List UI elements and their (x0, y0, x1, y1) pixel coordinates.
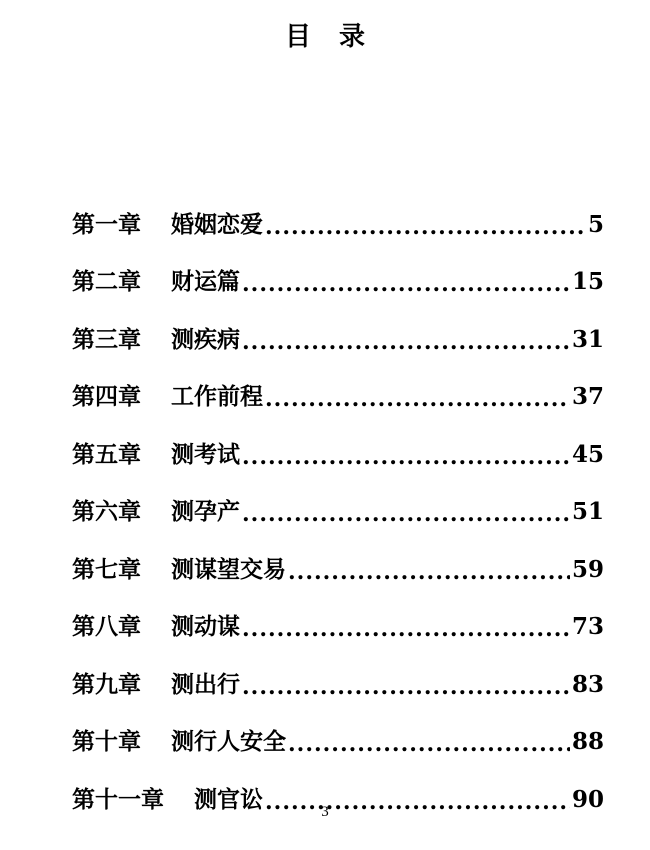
toc-chapter-name: 测行人安全 (171, 729, 286, 755)
toc-chapter-name: 测疾病 (171, 326, 240, 353)
toc-dot-leader (242, 501, 570, 527)
toc-chapter-name: 婚姻恋爱 (171, 211, 263, 238)
page-number-footer: 3 (321, 804, 329, 820)
toc-page-number: 90 (571, 785, 604, 813)
toc-page-number: 31 (571, 325, 604, 353)
toc-chapter-name: 测出行 (171, 671, 240, 698)
toc-page-number: 5 (587, 210, 604, 238)
toc-entry-1[interactable] (72, 190, 604, 248)
toc-dot-leader (242, 329, 570, 355)
toc-dot-leader (242, 271, 570, 297)
page-title: 目录 (284, 22, 393, 52)
toc-chapter-label: 第九章 (72, 671, 141, 698)
toc-chapter-label: 第五章 (72, 441, 141, 468)
toc-entry-9[interactable] (72, 650, 604, 708)
toc-entry-4[interactable] (72, 363, 604, 421)
toc-entry-5[interactable] (72, 420, 604, 478)
toc-page-number: 45 (571, 440, 604, 468)
toc-page-number: 15 (571, 268, 604, 295)
toc-dot-leader (265, 214, 586, 240)
toc-chapter-label: 第七章 (72, 556, 141, 583)
toc-chapter-label: 第二章 (72, 269, 141, 295)
toc-chapter-label: 第三章 (72, 326, 141, 353)
toc-entry-10[interactable] (72, 708, 604, 766)
toc-page-number: 83 (571, 670, 604, 698)
toc-chapter-name: 财运篇 (171, 269, 240, 295)
toc-page-number: 51 (571, 498, 604, 525)
toc-dot-leader (242, 444, 570, 470)
toc-chapter-name: 测动谋 (171, 614, 240, 640)
toc-page-number: 88 (571, 728, 604, 755)
toc-entry-6[interactable] (72, 478, 604, 536)
toc-dot-leader (265, 386, 570, 412)
toc-dot-leader (242, 674, 570, 700)
toc-entry-8[interactable] (72, 593, 604, 651)
toc-chapter-name: 测孕产 (171, 499, 240, 525)
toc-page-number: 37 (571, 383, 604, 410)
toc-entry-2[interactable] (72, 248, 604, 306)
toc-page-number: 73 (571, 613, 604, 640)
toc-chapter-label: 第四章 (72, 384, 141, 410)
table-of-contents (72, 190, 604, 823)
toc-chapter-label: 第十一章 (72, 786, 164, 813)
toc-entry-3[interactable] (72, 305, 604, 363)
toc-entry-7[interactable] (72, 535, 604, 593)
toc-chapter-label: 第十章 (72, 729, 141, 755)
toc-chapter-name: 工作前程 (171, 384, 263, 410)
toc-dot-leader (242, 616, 570, 642)
toc-dot-leader (288, 559, 570, 585)
toc-page-number: 59 (571, 555, 604, 583)
toc-chapter-label: 第六章 (72, 499, 141, 525)
toc-chapter-name: 测考试 (171, 441, 240, 468)
toc-dot-leader (288, 731, 570, 757)
toc-chapter-label: 第八章 (72, 614, 141, 640)
toc-chapter-label: 第一章 (72, 211, 141, 238)
toc-chapter-name: 测官讼 (194, 786, 263, 813)
toc-chapter-name: 测谋望交易 (171, 556, 286, 583)
